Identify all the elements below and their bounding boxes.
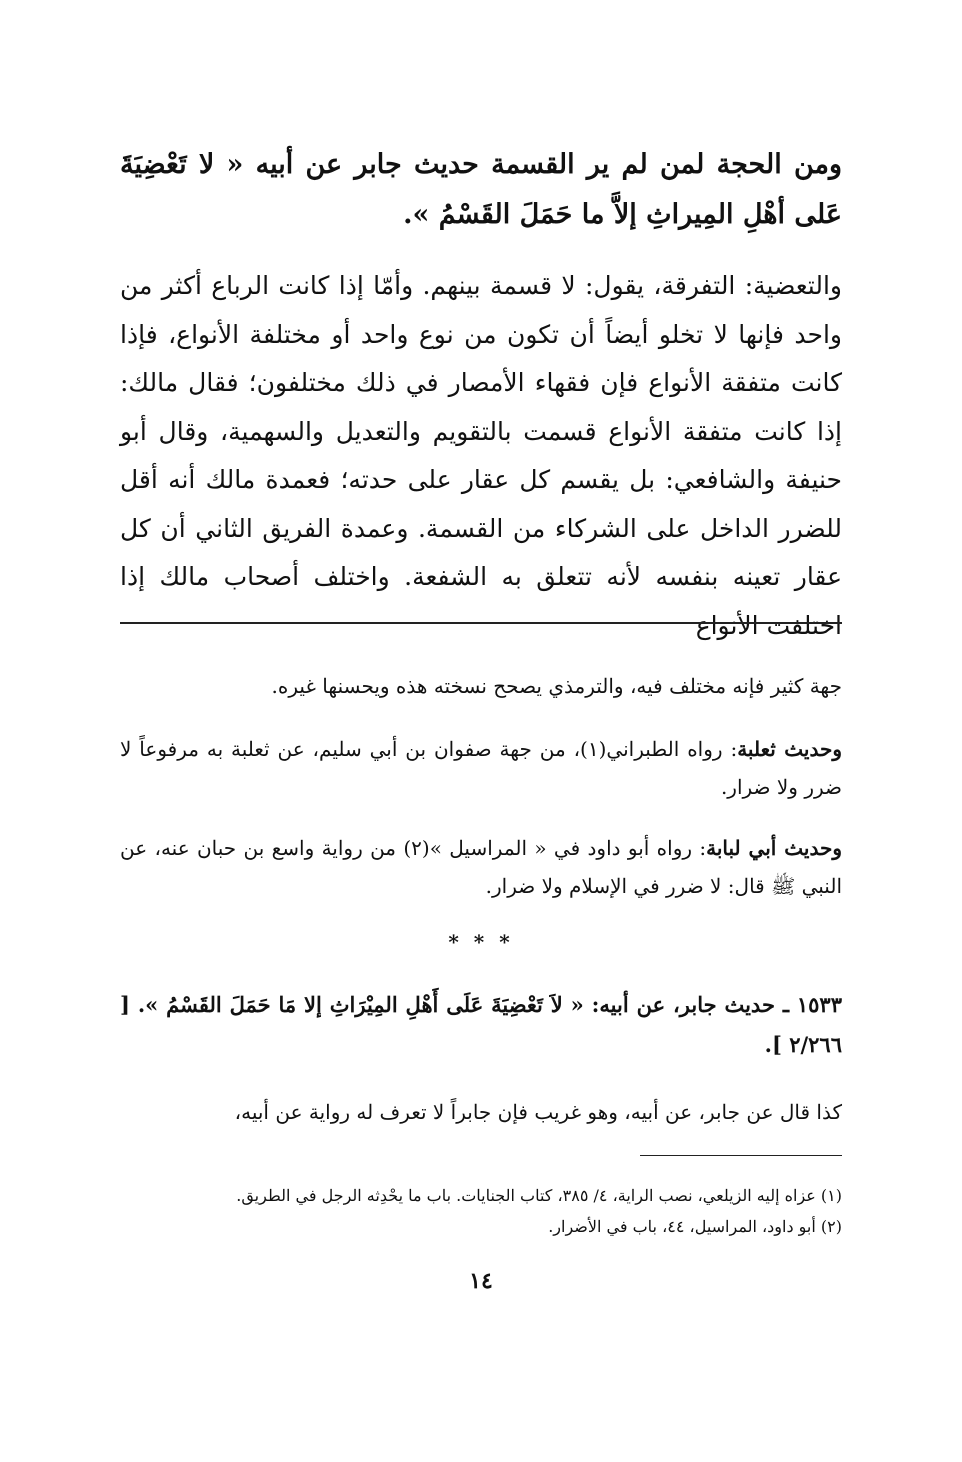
footnote-2: (٢) أبو داود، المراسيل، ٤٤، باب في الأضرار. (548, 1217, 842, 1236)
entry-heading (120, 985, 842, 1065)
asterism-separator: * * * (448, 930, 514, 954)
page-number: ١٤ (469, 1268, 493, 1294)
takhrij-paragraph-2 (120, 730, 842, 806)
takhrij-lead-2: وحديث ثعلبة (737, 737, 842, 761)
entry-heading-text: ١٥٣٣ ـ حديث جابر، عن أبيه: « لاَ تَعْضِيَةَ عَلَى أَهْلِ المِيْرَاثِ إلا مَا حَمَلَ القَسْمُ ». [ ٢/٢٦٦ ]. (120, 992, 842, 1057)
commentary-text: والتعضية: التفرقة، يقول: لا قسمة بينهم. وأمّا إذا كانت الرباع أكثر من واحد فإنها لا تخلو أيضاً أن تكون من نوع واحد أو مختلفة الأنواع، فإذا كانت متفقة الأنواع فإن فقهاء الأمصار في ذلك مختلفون؛ فقال مالك: إذا كانت متفقة الأنواع قسمت بالتقويم والتعديل والسهمية، وقال أبو حنيفة والشافعي: بل يقسم كل عقار على حدته؛ فعمدة مالك أنه أقل للضرر الداخل على الشركاء من القسمة. وعمدة الفريق الثاني أن كل عقار تعينه بنفسه لأنه تتعلق به الشفعة. واختلف أصحاب مالك إذا اختلفت الأنواع (120, 271, 843, 640)
entry-note-text: كذا قال عن جابر، عن أبيه، وهو غريب فإن جابراً لا تعرف له رواية عن أبيه، (234, 1100, 842, 1124)
section-divider-rule (120, 622, 842, 624)
commentary-paragraph (120, 262, 842, 650)
takhrij-paragraph-3 (120, 829, 842, 905)
footnote-1: (١) عزاه إليه الزيلعي، نصب الراية، ٤/ ٣٨٥، كتاب الجنايات. باب ما يحْدِثه الرجل في الطريق. (236, 1186, 842, 1205)
footnote-divider-rule (640, 1155, 842, 1156)
takhrij-text-1: جهة كثير فإنه مختلف فيه، والترمذي يصحح نسخته هذه ويحسنها غيره. (271, 674, 842, 698)
takhrij-lead-3: وحديث أبي لبابة (706, 836, 843, 860)
footnotes (120, 1180, 842, 1242)
takhrij-text-3: : رواه أبو داود في « المراسيل »(٢) من رواية واسع بن حبان عنه، عن النبي ﷺ قال: لا ضرر في الإسلام ولا ضرار. (120, 836, 842, 898)
takhrij-paragraph-1 (120, 667, 842, 705)
hadith-text: ومن الحجة لمن لم ير القسمة حديث جابر عن أبيه « لا تَعْضِيَةَ عَلى أهْلِ المِيراثِ إلاَّ ما حَمَلَ القَسْمُ ». (120, 149, 842, 230)
hadith-paragraph (120, 140, 842, 240)
takhrij-text-2: : رواه الطبراني(١)، من جهة صفوان بن أبي سليم، عن ثعلبة به مرفوعاً لا ضرر ولا ضرار. (120, 737, 842, 799)
entry-note-paragraph (120, 1093, 842, 1131)
